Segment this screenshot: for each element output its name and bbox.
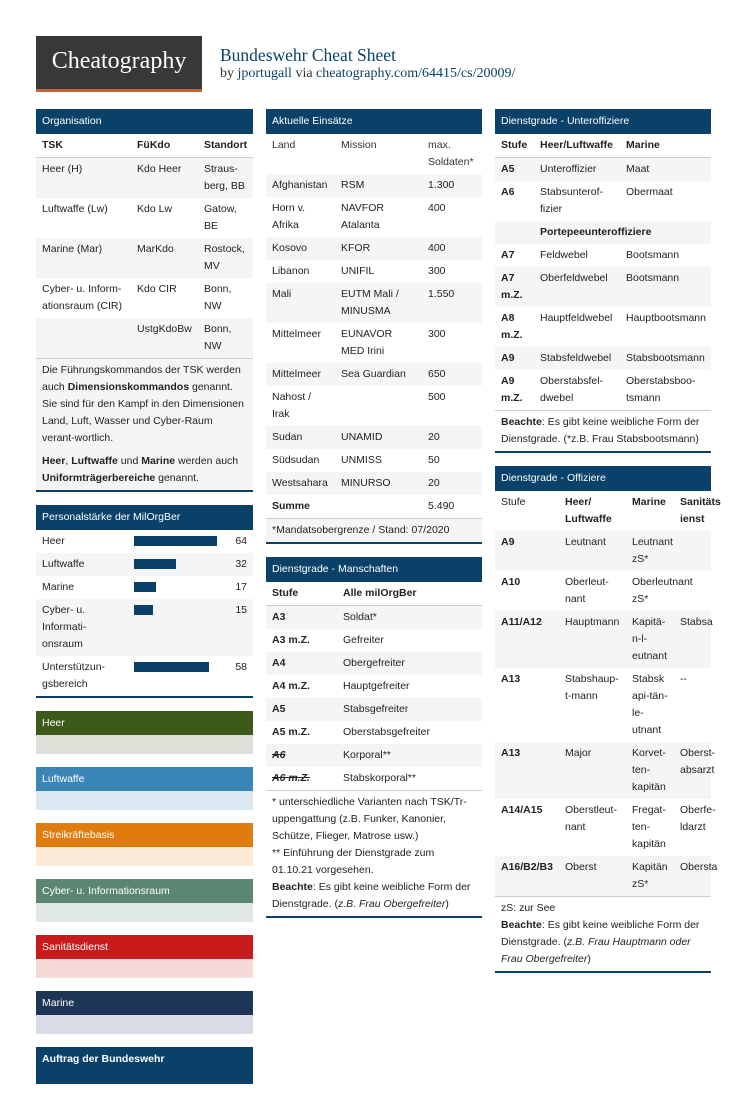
section-header: Cyber- u. Informationsraum <box>36 879 253 903</box>
einsatz-note: *Mandatsobergrenze / Stand: 07/2020 <box>266 518 482 542</box>
table-cell: UNAMID <box>335 426 422 449</box>
table-row <box>266 675 482 698</box>
section-body <box>36 903 253 922</box>
table-cell: Südsudan <box>272 454 320 466</box>
table-cell: Gefreiter <box>343 634 384 646</box>
personal-row <box>36 553 253 576</box>
mannschaften-table <box>266 582 482 790</box>
table-cell: Straus-berg, BB <box>198 158 253 199</box>
table-cell: UNMISS <box>341 454 382 466</box>
table-row <box>495 158 711 182</box>
table-cell: Stabsfeldwebel <box>534 347 620 370</box>
table-row <box>266 323 482 363</box>
section-header: Streikräftebasis <box>36 823 253 847</box>
section-header: Marine <box>36 991 253 1015</box>
table-cell: Mittelmeer <box>266 363 335 386</box>
personal-bar <box>134 559 176 569</box>
table-cell: Gatow, BE <box>204 203 237 232</box>
table-row <box>266 260 482 283</box>
col-header: Stufe <box>501 496 526 508</box>
col-header: Mission <box>341 139 377 151</box>
table-cell: Oberleut-nant <box>565 576 609 605</box>
section-body <box>36 959 253 978</box>
personal-label: Luftwaffe <box>36 553 128 576</box>
table-cell: 400 <box>428 202 446 214</box>
table-cell: Fregat-ten-kapitän <box>632 804 666 850</box>
table-cell: A3 <box>266 606 337 630</box>
table-cell: Rostock, MV <box>198 238 253 278</box>
table-cell: Sudan <box>266 426 335 449</box>
table-row <box>495 668 711 742</box>
column-2 <box>266 109 482 931</box>
table-cell: Oberst-absarzt <box>674 742 711 799</box>
auftrag-header: Auftrag der Bundeswehr <box>36 1047 253 1084</box>
table-cell: Mittelmeer <box>272 328 322 340</box>
table-cell: Hauptfeldwebel <box>540 312 613 324</box>
table-row <box>266 237 482 260</box>
mannschaften-note <box>266 790 482 916</box>
mannschaften-box <box>266 557 482 918</box>
table-cell: A3 m.Z. <box>272 634 310 646</box>
table-cell: Kdo CIR <box>137 283 177 295</box>
table-cell: Marine (Mar) <box>36 238 131 278</box>
personal-bar-cell <box>128 576 223 599</box>
personal-row <box>36 530 253 553</box>
personal-value: 17 <box>235 581 247 593</box>
personal-label: Marine <box>42 581 75 593</box>
table-cell: Horn v. Afrika <box>272 202 306 231</box>
personal-box <box>36 505 253 698</box>
table-row <box>266 767 482 790</box>
table-cell: 650 <box>422 363 482 386</box>
table-row <box>266 426 482 449</box>
personal-label: Cyber- u. Informati-onsraum <box>36 599 128 656</box>
personal-value: 64 <box>235 535 247 547</box>
table-cell: Stabskorporal** <box>343 772 416 784</box>
table-cell: A4 m.Z. <box>272 680 310 692</box>
auftrag-box[interactable] <box>36 1047 253 1084</box>
personal-value: 58 <box>235 661 247 673</box>
table-row <box>36 318 253 358</box>
note-line: * unterschiedliche Varianten nach TSK/Tr-uppengattung (z.B. Funker, Kanonier, Schütze, Flieger, Matrose usw.) <box>272 796 467 842</box>
section-header: Sanitätsdienst <box>36 935 253 959</box>
subheader: Portepeeunteroffiziere <box>534 221 711 244</box>
personal-header: Personalstärke der MilOrgBer <box>36 505 253 530</box>
section-header: Luftwaffe <box>36 767 253 791</box>
table-cell: A7 m.Z. <box>495 267 534 307</box>
table-row <box>36 238 253 278</box>
subheader-row <box>495 221 711 244</box>
table-cell: A5 m.Z. <box>272 726 310 738</box>
section-box[interactable] <box>36 823 253 866</box>
personal-row <box>36 656 253 696</box>
table-cell: A9 <box>495 347 534 370</box>
table-cell: A9 <box>495 531 559 571</box>
einsatz-header: Aktuelle Einsätze <box>266 109 482 134</box>
table-cell: Soldat* <box>337 606 482 630</box>
author-link[interactable]: jportugall <box>237 66 292 81</box>
einsatz-table <box>266 134 482 518</box>
organisation-box <box>36 109 253 492</box>
personal-label: Unterstützun-gsbereich <box>42 661 106 690</box>
table-cell <box>674 531 711 571</box>
note-line: zS: zur See <box>501 902 556 914</box>
table-row <box>495 531 711 571</box>
table-cell: Obermaat <box>626 186 673 198</box>
table-row <box>266 721 482 744</box>
table-cell: Obersta <box>674 856 711 896</box>
table-cell: Oberstabsboo-tsmann <box>626 375 696 404</box>
table-cell: A11/A12 <box>495 611 559 668</box>
table-cell: 400 <box>422 237 482 260</box>
sum-row <box>266 495 482 518</box>
cheatography-logo[interactable] <box>36 36 202 92</box>
table-cell: MINURSO <box>335 472 422 495</box>
organisation-header: Organisation <box>36 109 253 134</box>
table-cell: Korporal** <box>337 744 482 767</box>
table-cell: A13 <box>495 742 559 799</box>
table-cell: A7 <box>501 249 515 261</box>
table-cell: 1.300 <box>422 174 482 197</box>
table-row <box>266 744 482 767</box>
col-header: Land <box>272 139 296 151</box>
table-cell: 20 <box>422 426 482 449</box>
table-cell: 300 <box>428 328 446 340</box>
table-cell: A6 <box>501 186 515 198</box>
table-row <box>266 386 482 426</box>
table-cell: 500 <box>428 391 446 403</box>
table-row <box>36 278 253 318</box>
section-body <box>36 735 253 754</box>
unteroffiziere-note: Beachte: Es gibt keine weibliche Form der Dienstgrade. (*z.B. Frau Stabsbootsmann) <box>495 410 711 451</box>
organisation-note-2: Heer, Luftwaffe und Marine werden auch Uniformträgerbereiche genannt. <box>36 450 253 490</box>
section-box[interactable] <box>36 711 253 754</box>
personal-bar <box>134 582 156 592</box>
table-cell: Leutnant <box>559 531 626 571</box>
table-cell: MarKdo <box>131 238 198 278</box>
section-body <box>36 847 253 866</box>
table-cell: Oberstabsfel-dwebel <box>540 375 604 404</box>
table-cell: Bootsmann <box>620 267 711 307</box>
table-cell: Unteroffizier <box>534 158 620 182</box>
col-header: max. Soldaten* <box>428 139 474 168</box>
table-row <box>495 856 711 896</box>
table-cell: Stabsa <box>674 611 711 668</box>
personal-table <box>36 530 253 696</box>
personal-bar-cell <box>128 553 223 576</box>
table-cell: Cyber- u. Inform-ationsraum (CIR) <box>42 283 122 312</box>
table-cell: Oberfeldwebel <box>534 267 620 307</box>
personal-bar-cell <box>128 530 223 553</box>
table-cell: 1.550 <box>422 283 482 323</box>
table-cell: Oberstabsgefreiter <box>343 726 430 738</box>
organisation-table <box>36 134 253 358</box>
table-row <box>495 611 711 668</box>
table-cell: Nahost / Irak <box>272 391 312 420</box>
column-1 <box>36 109 253 1097</box>
section-box[interactable] <box>36 935 253 978</box>
table-row <box>495 347 711 370</box>
table-cell: Stabshaup-t-mann <box>565 673 619 702</box>
table-cell: A16/B2/B3 <box>495 856 559 896</box>
table-cell: Oberfe-ldarzt <box>680 804 716 833</box>
table-cell: 20 <box>422 472 482 495</box>
table-row <box>495 370 711 410</box>
table-cell: A9 m.Z. <box>501 375 523 404</box>
col-header: Marine <box>620 134 711 158</box>
table-cell: NAVFOR Atalanta <box>341 202 384 231</box>
url-link[interactable]: cheatography.com/64415/cs/20009/ <box>316 66 516 81</box>
table-cell: A5 <box>266 698 337 721</box>
table-cell: Kdo Heer <box>131 158 198 199</box>
personal-row <box>36 599 253 656</box>
column-3 <box>495 109 721 986</box>
table-row <box>266 449 482 472</box>
table-cell: UNIFIL <box>341 265 375 277</box>
table-cell: Sea Guardian <box>335 363 422 386</box>
table-cell <box>36 318 131 358</box>
table-cell: Oberst <box>559 856 626 896</box>
table-cell: Leutnant zS* <box>626 531 674 571</box>
table-row <box>266 197 482 237</box>
mannschaften-header: Dienstgrade - Manschaften <box>266 557 482 582</box>
unteroffiziere-table <box>495 134 711 410</box>
table-cell: Bonn, NW <box>198 318 253 358</box>
col-header: TSK <box>36 134 131 158</box>
table-cell: Bonn, NW <box>204 283 232 312</box>
spacer-cell <box>495 221 534 244</box>
unteroffiziere-header: Dienstgrade - Unteroffiziere <box>495 109 711 134</box>
table-cell: Obergefreiter <box>337 652 482 675</box>
personal-bar-cell <box>128 599 223 656</box>
table-row <box>495 742 711 799</box>
table-row <box>266 363 482 386</box>
table-row <box>495 244 711 267</box>
table-row <box>495 267 711 307</box>
table-cell: 300 <box>428 265 446 277</box>
table-cell: EUTM Mali / MINUSMA <box>335 283 422 323</box>
offiziere-table <box>495 491 721 896</box>
personal-bar-cell <box>128 656 223 696</box>
table-cell: A10 <box>501 576 521 588</box>
offiziere-header: Dienstgrade - Offiziere <box>495 466 711 491</box>
table-cell: Kapitä-n-l-eutnant <box>626 611 674 668</box>
col-header: FüKdo <box>131 134 198 158</box>
personal-bar <box>134 662 209 672</box>
table-row <box>36 198 253 238</box>
table-row <box>266 174 482 197</box>
table-row <box>266 472 482 495</box>
table-cell: -- <box>680 673 687 685</box>
table-cell: A6 m.Z. <box>272 772 310 784</box>
col-header: Sanitäts ienst <box>680 496 721 525</box>
personal-label: Heer <box>42 535 65 547</box>
table-cell: Kapitän zS* <box>626 856 674 896</box>
table-cell: A8 m.Z. <box>501 312 523 341</box>
byline <box>220 66 515 82</box>
table-row <box>495 307 711 347</box>
sum-label: Summe <box>272 500 310 512</box>
note-line: Beachte: Es gibt keine weibliche Form der Dienstgrade. (z.B. Frau Obergefreiter) <box>272 881 471 910</box>
table-row <box>266 652 482 675</box>
table-cell: A6 <box>266 744 337 767</box>
col-header: Stufe <box>495 134 534 158</box>
via-label: via <box>295 66 313 81</box>
note-line: ** Einführung der Dienstgrade zum 01.10.21 vorgesehen. <box>272 847 435 876</box>
personal-value: 32 <box>223 553 253 576</box>
section-box[interactable] <box>36 767 253 810</box>
col-header: Stufe <box>266 582 337 606</box>
table-cell: Kdo Lw <box>137 203 173 215</box>
table-cell: Stabsgefreiter <box>337 698 482 721</box>
table-row <box>266 698 482 721</box>
sum-value: 5.490 <box>428 500 455 512</box>
unteroffiziere-box <box>495 109 711 453</box>
organisation-note-1: Die Führungskommandos der TSK werden auch Dimensionskommandos genannt. Sie sind für den Kampf in den Dimensionen Land, Luft, Wasser und Cyber-Raum verant-wortlich. <box>36 358 253 450</box>
page-title: Bundeswehr Cheat Sheet <box>220 45 396 65</box>
table-cell: Stabsunterof-fizier <box>540 186 604 215</box>
table-cell: Kosovo <box>266 237 335 260</box>
col-header: Heer/Luftwaffe <box>534 134 620 158</box>
personal-bar <box>134 536 217 546</box>
section-body <box>36 1015 253 1034</box>
table-cell: Heer (H) <box>36 158 131 199</box>
table-cell: Oberleutnant zS* <box>632 576 693 605</box>
table-row <box>495 181 711 221</box>
logo-text: Cheatography <box>51 48 187 74</box>
table-row <box>266 283 482 323</box>
table-cell: KFOR <box>335 237 422 260</box>
table-cell: Feldwebel <box>540 249 588 261</box>
table-cell: Stabsbootsmann <box>620 347 711 370</box>
color-boxes <box>36 711 253 1034</box>
personal-value: 15 <box>223 599 253 656</box>
table-row <box>495 571 711 611</box>
table-row <box>266 606 482 630</box>
table-cell: Korvet-ten-kapitän <box>626 742 674 799</box>
table-cell: A5 <box>495 158 534 182</box>
table-cell: Major <box>559 742 626 799</box>
table-cell: UstgKdoBw <box>131 318 198 358</box>
table-cell: Maat <box>620 158 711 182</box>
table-cell: Libanon <box>272 265 310 277</box>
table-cell: EUNAVOR MED Irini <box>341 328 393 357</box>
col-header: Alle milOrgBer <box>337 582 482 606</box>
table-cell <box>335 386 422 426</box>
table-cell: Bootsmann <box>626 249 680 261</box>
sum-spacer <box>335 495 422 518</box>
table-row <box>495 799 711 856</box>
table-cell: Oberstleut-nant <box>565 804 617 833</box>
table-cell: Mali <box>266 283 335 323</box>
table-cell: Stabsk api-tän-le-utnant <box>632 673 668 736</box>
col-header: Standort <box>198 134 253 158</box>
table-cell: A14/A15 <box>501 804 543 816</box>
table-row <box>266 629 482 652</box>
table-cell: RSM <box>335 174 422 197</box>
table-cell: A13 <box>501 673 521 685</box>
personal-row <box>36 576 253 599</box>
table-cell: Hauptmann <box>559 611 626 668</box>
table-cell: Hauptbootsmann <box>626 312 706 324</box>
section-body <box>36 791 253 810</box>
table-row <box>36 158 253 199</box>
personal-bar <box>134 605 153 615</box>
section-box[interactable] <box>36 879 253 922</box>
table-cell: Hauptgefreiter <box>343 680 410 692</box>
table-cell: Afghanistan <box>266 174 335 197</box>
section-header: Heer <box>36 711 253 735</box>
table-cell: 50 <box>428 454 440 466</box>
col-header: Marine <box>632 496 666 508</box>
section-box[interactable] <box>36 991 253 1034</box>
offiziere-note <box>495 896 711 971</box>
note-line: Beachte: Es gibt keine weibliche Form der Dienstgrade. (z.B. Frau Hauptmann oder Frau Obergefreiter) <box>501 919 700 965</box>
table-cell: A4 <box>266 652 337 675</box>
einsatz-box <box>266 109 482 544</box>
table-cell: Westsahara <box>266 472 335 495</box>
col-header: Heer/ Luftwaffe <box>565 496 612 525</box>
offiziere-box <box>495 466 721 973</box>
by-label: by <box>220 66 234 81</box>
table-cell: Luftwaffe (Lw) <box>42 203 108 215</box>
